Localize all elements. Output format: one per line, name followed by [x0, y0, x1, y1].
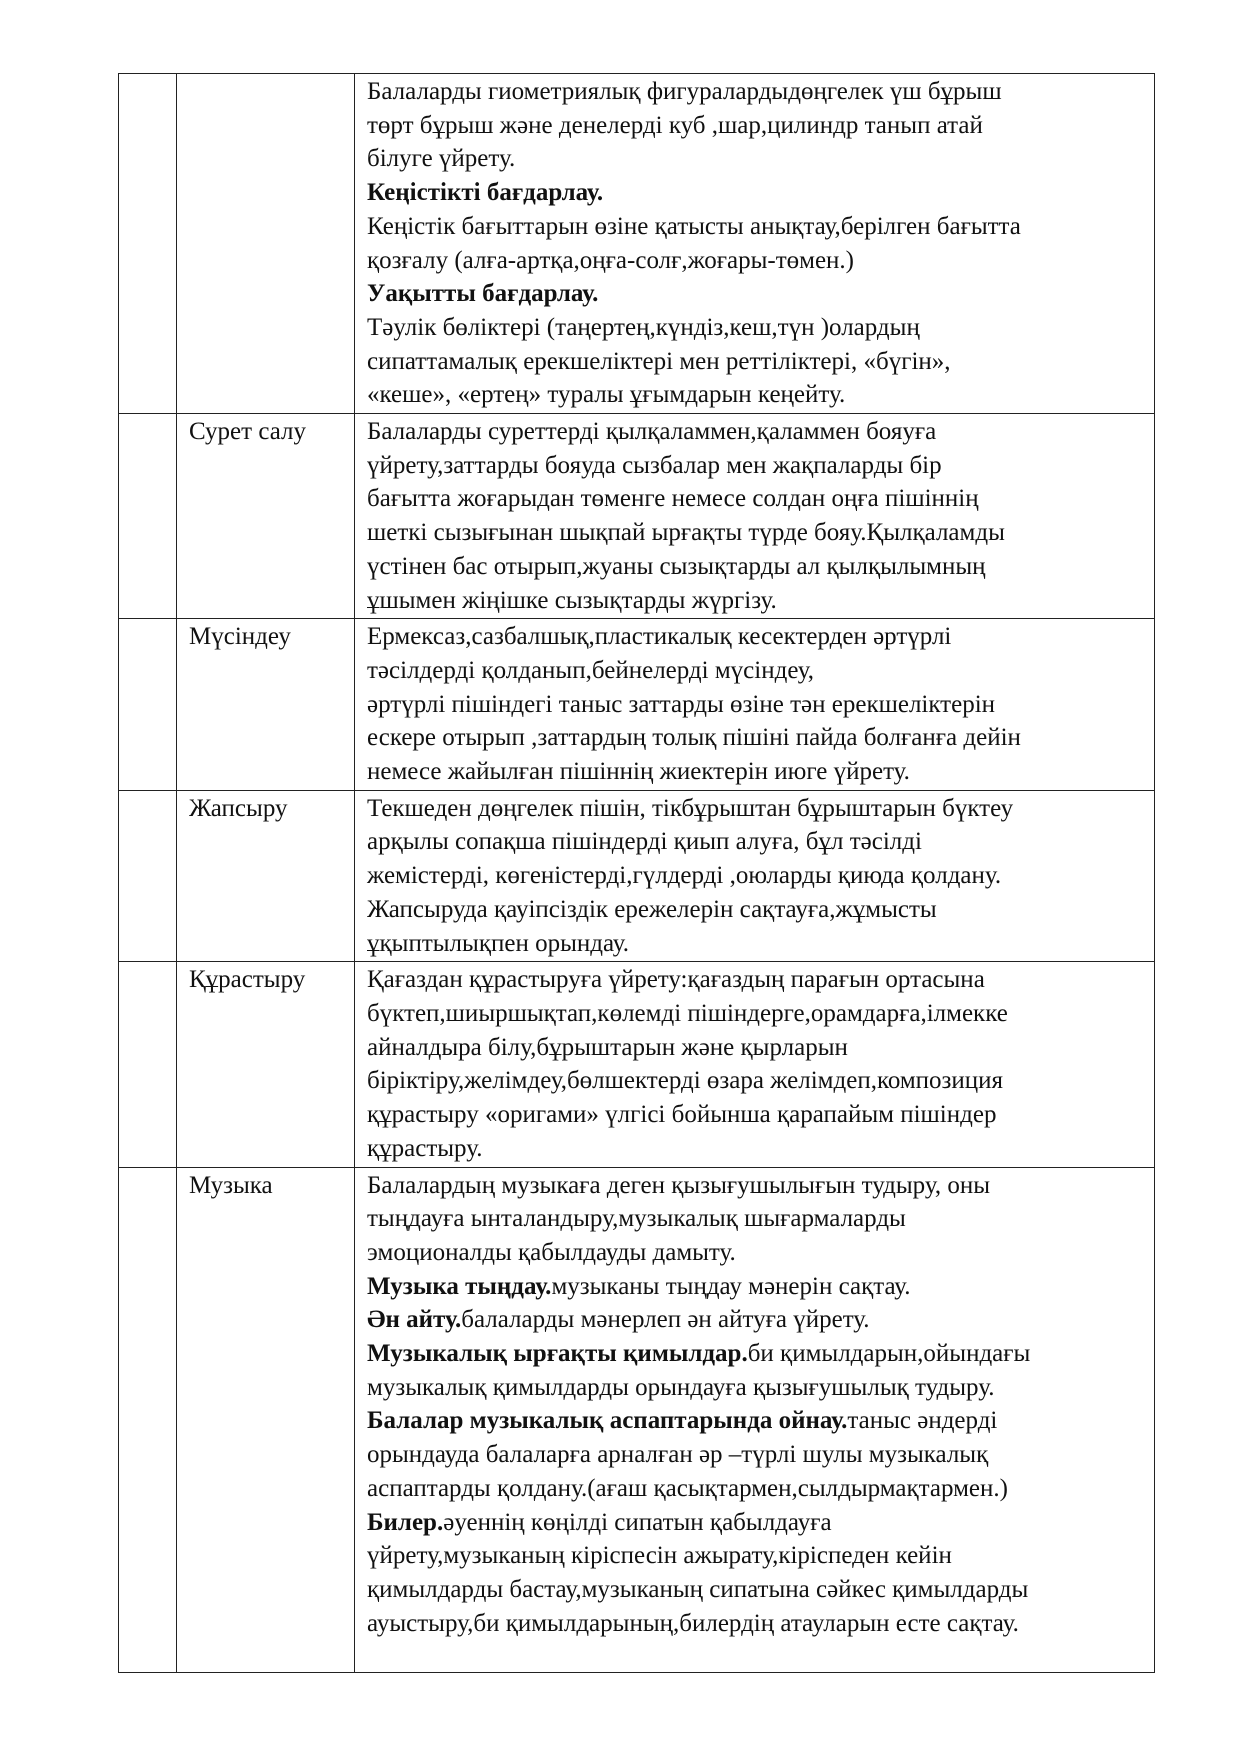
- content-line: [367, 1303, 1148, 1337]
- heading-text: би қимылдарын,ойындағы: [747, 1340, 1031, 1368]
- content-line: құрастыру.: [367, 1134, 483, 1162]
- curriculum-table: [118, 73, 1155, 1673]
- content-line: біріктіру,желімдеу,бөлшектерді өзара желімдеп,композиция: [367, 1067, 1004, 1095]
- content-line: Балаларды гиометриялық фигуралардыдөңгелек үш бұрыш: [367, 78, 1002, 105]
- index-cell: [119, 790, 177, 962]
- bold-heading: Балалар музыкалық аспаптарында ойнау.: [367, 1407, 848, 1435]
- content-line: Балаларды суреттерді қылқаламмен,қаламмен бояуға: [367, 418, 937, 446]
- content-cell: [355, 1167, 1155, 1672]
- heading-text: музыканы тыңдау мәнерін сақтау.: [551, 1272, 911, 1300]
- content-line: бүктеп,шиыршықтап,көлемді пішіндерге,орамдарға,ілмекке: [367, 999, 1008, 1027]
- content-line: [367, 176, 1148, 210]
- content-line: шеткі сызығынан шықпай ырғақты түрде бояу.Қылқаламды: [367, 519, 1005, 547]
- heading-text: әуеннің көңілді сипатын қабылдауға: [443, 1508, 832, 1536]
- index-cell: [119, 619, 177, 791]
- content-line: Жапсыруда қауіпсіздік ережелерін сақтауға,жұмысты: [367, 895, 937, 923]
- heading-text: балаларды мәнерлеп ән айтуға үйрету.: [461, 1306, 870, 1334]
- content-line: қимылдарды бастау,музыканың сипатына сәйкес қимылдарды: [367, 1575, 1029, 1603]
- topic-cell: Құрастыру: [177, 962, 355, 1167]
- content-line: тыңдауға ынталандыру,музыкалық шығармаларды: [367, 1205, 906, 1233]
- content-line: музыкалық қимылдарды орындауға қызығушылық тудыру.: [367, 1373, 995, 1401]
- bold-heading: Музыкалық ырғақты қимылдар.: [367, 1340, 748, 1368]
- content-line: орындауда балаларға арналған әр –түрлі шулы музыкалық: [367, 1441, 989, 1469]
- index-cell: [119, 414, 177, 619]
- heading-text: таныс әндерді: [847, 1407, 998, 1435]
- bold-heading: Уақытты бағдарлау.: [367, 280, 599, 308]
- bold-heading: Билер.: [367, 1508, 444, 1536]
- content-line: «кеше», «ертең» туралы ұғымдарын кеңейту.: [367, 381, 846, 409]
- content-line: әртүрлі пішіндегі таныс заттарды өзіне тән ерекшеліктерін: [367, 690, 996, 718]
- content-line: тәсілдерді қолданып,бейнелерді мүсіндеу,: [367, 656, 815, 684]
- content-line: Кеңістік бағыттарын өзіне қатысты анықтау,берілген бағытта: [367, 212, 1021, 240]
- content-line: [367, 1270, 1148, 1304]
- topic-cell: Мүсіндеу: [177, 619, 355, 791]
- table-row: [119, 414, 1155, 619]
- content-line: үйрету,музыканың кіріспесін ажырату,кіріспеден кейін: [367, 1542, 952, 1570]
- content-line: Балалардың музыкаға деген қызығушылығын тудыру, оны: [367, 1171, 991, 1199]
- content-line: Текшеден дөңгелек пішін, тікбұрыштан бұрыштарын бүктеу: [367, 794, 1014, 822]
- bold-heading: Музыка тыңдау.: [367, 1272, 552, 1300]
- content-line: аспаптарды қолдану.(ағаш қасықтармен,сылдырмақтармен.): [367, 1474, 1008, 1502]
- index-cell: [119, 74, 177, 414]
- index-cell: [119, 962, 177, 1167]
- content-cell: [355, 790, 1155, 962]
- content-line: [367, 277, 1148, 311]
- content-line: Ермексаз,сазбалшық,пластикалық кесектерден әртүрлі: [367, 623, 952, 651]
- content-line: ұшымен жіңішке сызықтарды жүргізу.: [367, 586, 777, 614]
- topic-cell: Жапсыру: [177, 790, 355, 962]
- content-line: үйрету,заттарды бояуда сызбалар мен жақпаларды бір: [367, 451, 942, 479]
- table-row: [119, 619, 1155, 791]
- content-cell: [355, 619, 1155, 791]
- content-line: Тәулік бөліктері (таңертең,күндіз,кеш,түн )олардың: [367, 313, 920, 341]
- topic-cell: Музыка: [177, 1167, 355, 1672]
- content-line: ескере отырып ,заттардың толық пішіні пайда болғанға дейін: [367, 724, 1021, 752]
- content-line: ауыстыру,би қимылдарының,билердің атауларын есте сақтау.: [367, 1609, 1019, 1637]
- content-line: [367, 1404, 1148, 1438]
- content-line: бағытта жоғарыдан төменге немесе солдан оңға пішіннің: [367, 485, 979, 513]
- content-line: [367, 1506, 1148, 1540]
- content-line: төрт бұрыш және денелерді куб ,шар,цилиндр танып атай: [367, 111, 983, 139]
- content-line: қозғалу (алға-артқа,оңға-солғ,жоғары-төмен.): [367, 246, 855, 274]
- table-row: [119, 74, 1155, 414]
- topic-cell: Сурет салу: [177, 414, 355, 619]
- content-line: құрастыру «оригами» үлгісі бойынша қарапайым пішіндер: [367, 1101, 997, 1129]
- content-line: жемістерді, көгеністерді,гүлдерді ,оюларды қиюда қолдану.: [367, 862, 1002, 890]
- table-body: [119, 74, 1155, 1673]
- content-line: немесе жайылған пішіннің жиектерін июге үйрету.: [367, 758, 910, 786]
- content-line: айналдыра білу,бұрыштарын және қырларын: [367, 1033, 848, 1061]
- content-line: арқылы сопақша пішіндерді қиып алуға, бұл тәсілді: [367, 828, 922, 856]
- content-line: Қағаздан құрастыруға үйрету:қағаздың парағын ортасына: [367, 966, 985, 994]
- content-line: [367, 1337, 1148, 1371]
- content-line: ұқыптылықпен орындау.: [367, 929, 630, 957]
- table-row: [119, 962, 1155, 1167]
- bold-heading: Кеңістікті бағдарлау.: [367, 179, 604, 207]
- content-line: үстінен бас отырып,жуаны сызықтарды ал қылқылымның: [367, 552, 986, 580]
- content-line: сипаттамалық ерекшеліктері мен реттіліктері, «бүгін»,: [367, 347, 951, 375]
- table-row: [119, 790, 1155, 962]
- bold-heading: Ән айту.: [367, 1306, 462, 1334]
- table-row: [119, 1167, 1155, 1672]
- content-cell: [355, 74, 1155, 414]
- content-line: білуге үйрету.: [367, 145, 516, 173]
- content-cell: [355, 962, 1155, 1167]
- content-line: эмоционалды қабылдауды дамыту.: [367, 1238, 736, 1266]
- index-cell: [119, 1167, 177, 1672]
- content-cell: [355, 414, 1155, 619]
- topic-cell: [177, 74, 355, 414]
